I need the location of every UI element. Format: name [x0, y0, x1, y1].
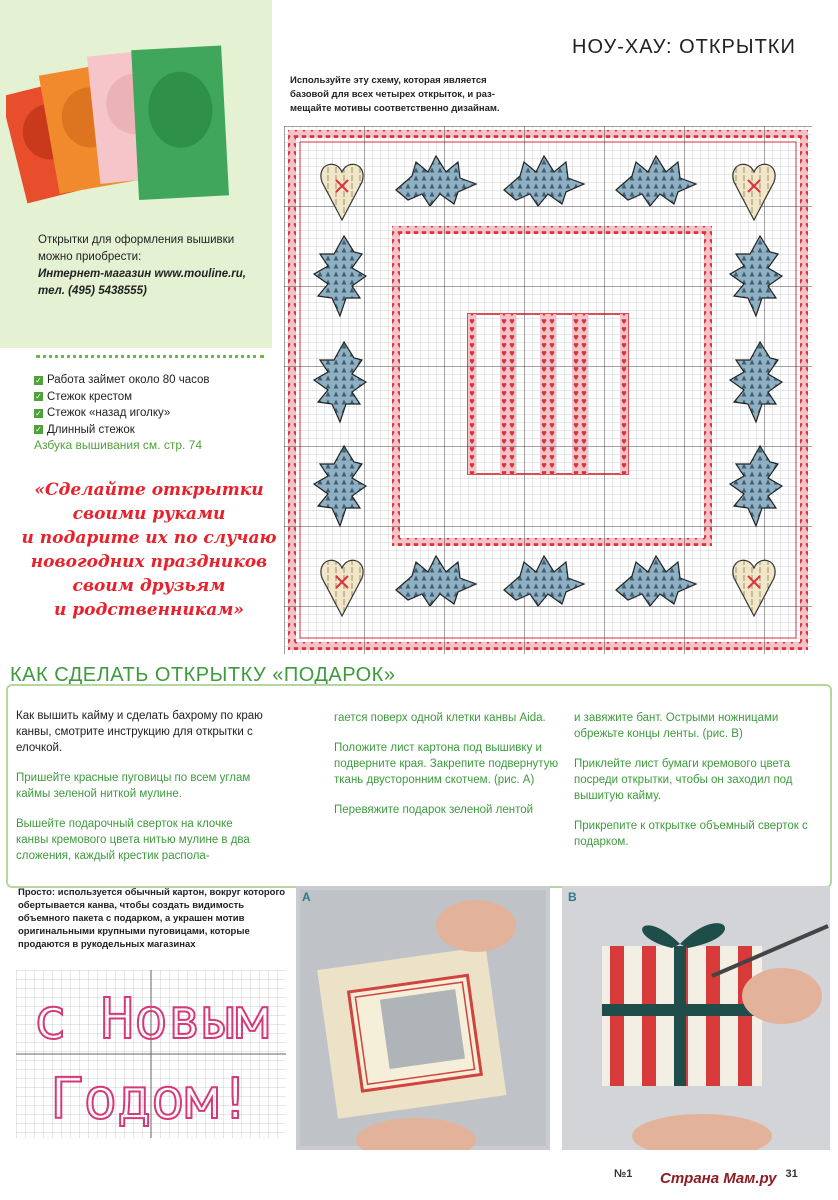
intro-line: базовой для всех четырех открыток, и раз- — [290, 89, 495, 100]
check-icon: ✓ — [35, 408, 42, 418]
pull-quote — [18, 478, 280, 622]
project-checklist — [34, 372, 210, 438]
instruction-paragraph: Пришейте красные пуговицы по всем углам каймы зеленой ниткой мулине. — [16, 772, 251, 800]
shop-info — [38, 232, 270, 300]
quote-line: новогодних праздников — [30, 552, 268, 572]
chart-intro — [290, 74, 550, 116]
intro-line: Используйте эту схему, которая является — [290, 75, 487, 86]
dotted-divider — [36, 355, 264, 358]
tip-note: Просто: используется обычный картон, вокруг которого обертывается канва, чтобы создать видимость объемного пакета с подарком, а украшен мотив оригинальными крупными пуговицами, которые продаются в рукодельных магазинах — [18, 887, 286, 950]
checklist-text: Стежок крестом — [47, 390, 133, 403]
checklist-text: Работа займет около 80 часов — [47, 374, 210, 386]
instruction-paragraph: Вышейте подарочный сверток на клочке канвы кремового цвета нитью мулине в два сложения, каждый крестик распола- — [16, 818, 250, 862]
quote-line: и родственникам» — [53, 600, 245, 620]
checklist-item — [34, 405, 210, 422]
instructions-col-3 — [574, 710, 824, 864]
quote-line: и подарите их по случаю — [21, 528, 277, 548]
greeting-line-1: с Новым — [32, 987, 270, 1052]
checklist-text: Длинный стежок — [47, 423, 135, 436]
instruction-paragraph: Как вышить кайму и сделать бахрому по краю канвы, смотрите инструкцию для открытки с елочкой. — [16, 710, 263, 754]
card-stack-image — [6, 40, 234, 220]
check-icon: ✓ — [35, 392, 42, 402]
photo-label: B — [568, 890, 577, 904]
checklist-item — [34, 389, 210, 406]
greeting-line-2: Годом! — [49, 1067, 253, 1132]
instructions-col-1 — [16, 708, 266, 878]
shop-line: можно приобрести: — [38, 251, 142, 263]
photo-label: A — [302, 890, 311, 904]
instruction-paragraph: и завяжите бант. Острыми ножницами обрежьте концы ленты. (рис. В) — [574, 712, 779, 740]
watermark: Страна Мам.ру — [660, 1170, 777, 1187]
check-icon: ✓ — [35, 375, 42, 385]
quote-line: своим друзьям — [72, 576, 226, 596]
instruction-paragraph: гается поверх одной клетки канвы Aida. — [334, 712, 546, 724]
photo-b — [562, 886, 830, 1150]
intro-line: мещайте мотивы соответственно дизайнам. — [290, 103, 500, 114]
instruction-paragraph: Прикрепите к открытке объемный сверток с подарком. — [574, 820, 808, 848]
greeting-chart — [16, 970, 286, 1143]
checklist-text: Стежок «назад иголку» — [47, 407, 171, 419]
cross-stitch-chart — [284, 126, 812, 659]
instruction-paragraph: Перевяжите подарок зеленой лентой — [334, 804, 534, 816]
abc-reference: Азбука вышивания см. стр. 74 — [34, 438, 203, 452]
shop-line: Открытки для оформления вышивки — [38, 234, 235, 246]
how-to-title: КАК СДЕЛАТЬ ОТКРЫТКУ «ПОДАРОК» — [10, 664, 396, 686]
checklist-item — [34, 372, 210, 389]
shop-website: Интернет-магазин www.mouline.ru, — [38, 268, 247, 280]
quote-line: своими руками — [72, 504, 226, 524]
instruction-paragraph: Положите лист картона под вышивку и подверните края. Закрепите подвернутую ткань двусторонним скотчем. (рис. А) — [334, 742, 559, 786]
checklist-item — [34, 422, 210, 439]
section-title: НОУ-ХАУ: ОТКРЫТКИ — [572, 36, 796, 58]
photo-a — [296, 886, 550, 1150]
check-icon: ✓ — [35, 425, 42, 435]
instruction-paragraph: Приклейте лист бумаги кремового цвета посреди открытки, чтобы он заходил под вышитую кайму. — [574, 758, 793, 802]
shop-phone: тел. (495) 5438555) — [38, 285, 147, 297]
issue-number: №1 — [614, 1168, 633, 1180]
quote-line: «Сделайте открытки — [34, 480, 264, 500]
chart-svg — [284, 126, 812, 654]
page-number: 31 — [785, 1168, 798, 1180]
instructions-col-2 — [334, 710, 564, 832]
